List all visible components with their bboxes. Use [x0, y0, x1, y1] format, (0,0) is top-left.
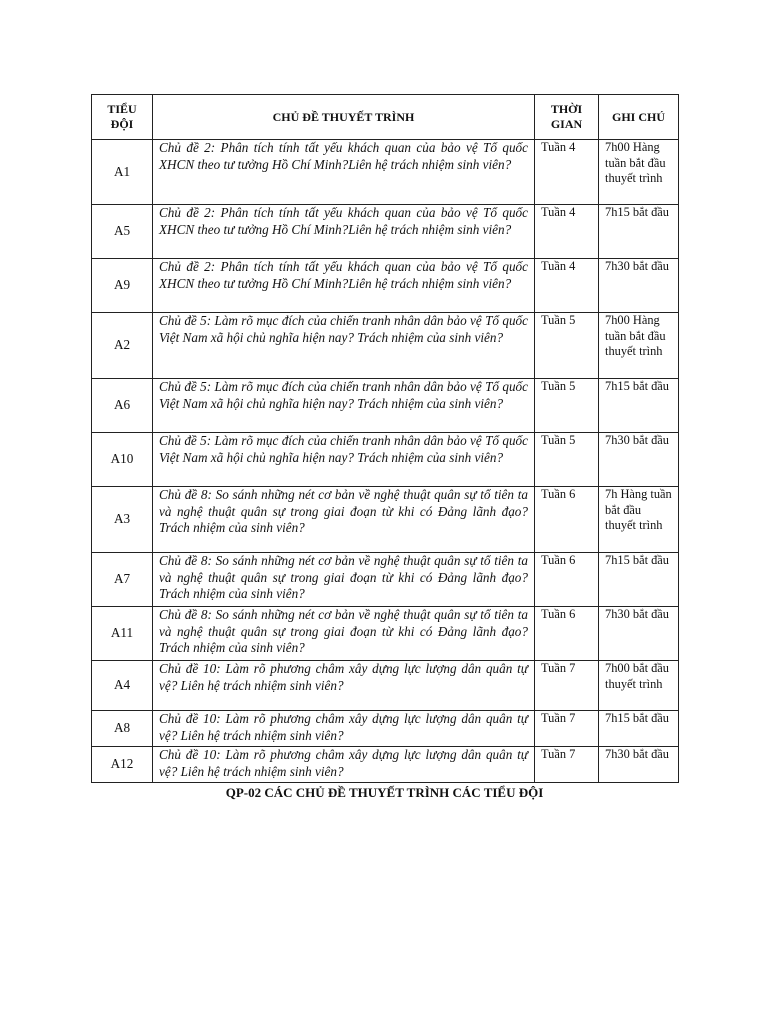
header-time: THỜI GIAN [535, 95, 599, 140]
time-cell: Tuần 4 [535, 140, 599, 205]
note-cell: 7h00 Hàng tuần bắt đầu thuyết trình [599, 140, 679, 205]
note-cell: 7h30 bắt đầu [599, 259, 679, 313]
note-cell: 7h00 Hàng tuần bắt đầu thuyết trình [599, 313, 679, 379]
topic-cell: Chủ đề 8: So sánh những nét cơ bản về nghệ thuật quân sự tổ tiên ta và nghệ thuật quân sự trong giai đoạn từ khi có Đảng lãnh đạo? Trách nhiệm của sinh viên? [153, 553, 535, 607]
time-cell: Tuần 6 [535, 553, 599, 607]
table-row [92, 433, 679, 487]
time-cell: Tuần 4 [535, 205, 599, 259]
topic-cell: Chủ đề 5: Làm rõ mục đích của chiến tranh nhân dân bảo vệ Tổ quốc Việt Nam xã hội chủ nghĩa hiện nay? Trách nhiệm của sinh viên? [153, 313, 535, 379]
table-header-row [92, 95, 679, 140]
unit-cell: A10 [92, 433, 153, 487]
unit-cell: A2 [92, 313, 153, 379]
time-cell: Tuần 6 [535, 487, 599, 553]
topic-cell: Chủ đề 8: So sánh những nét cơ bản về nghệ thuật quân sự tổ tiên ta và nghệ thuật quân sự trong giai đoạn từ khi có Đảng lãnh đạo? Trách nhiệm của sinh viên? [153, 487, 535, 553]
header-note: GHI CHÚ [599, 95, 679, 140]
topic-cell: Chủ đề 8: So sánh những nét cơ bản về nghệ thuật quân sự tổ tiên ta và nghệ thuật quân sự trong giai đoạn từ khi có Đảng lãnh đạo? Trách nhiệm của sinh viên? [153, 607, 535, 661]
table-row [92, 259, 679, 313]
table-row [92, 205, 679, 259]
time-cell: Tuần 6 [535, 607, 599, 661]
topic-cell: Chủ đề 10: Làm rõ phương châm xây dựng lực lượng dân quân tự vệ? Liên hệ trách nhiệm sinh viên? [153, 661, 535, 711]
unit-cell: A5 [92, 205, 153, 259]
table-row [92, 661, 679, 711]
table-body [92, 140, 679, 783]
time-cell: Tuần 7 [535, 711, 599, 747]
time-cell: Tuần 7 [535, 661, 599, 711]
topic-cell: Chủ đề 2: Phân tích tính tất yếu khách quan của bảo vệ Tổ quốc XHCN theo tư tưởng Hồ Chí Minh?Liên hệ trách nhiệm sinh viên? [153, 205, 535, 259]
table-row [92, 140, 679, 205]
table-row [92, 607, 679, 661]
topic-cell: Chủ đề 10: Làm rõ phương châm xây dựng lực lượng dân quân tự vệ? Liên hệ trách nhiệm sinh viên? [153, 711, 535, 747]
unit-cell: A8 [92, 711, 153, 747]
topic-cell: Chủ đề 2: Phân tích tính tất yếu khách quan của bảo vệ Tổ quốc XHCN theo tư tưởng Hồ Chí Minh?Liên hệ trách nhiệm sinh viên? [153, 259, 535, 313]
topic-cell: Chủ đề 10: Làm rõ phương châm xây dựng lực lượng dân quân tự vệ? Liên hệ trách nhiệm sinh viên? [153, 747, 535, 783]
table-row [92, 379, 679, 433]
time-cell: Tuần 5 [535, 379, 599, 433]
unit-cell: A4 [92, 661, 153, 711]
note-cell: 7h30 bắt đầu [599, 433, 679, 487]
note-cell: 7h15 bắt đầu [599, 379, 679, 433]
unit-cell: A7 [92, 553, 153, 607]
time-cell: Tuần 5 [535, 433, 599, 487]
note-cell: 7h15 bắt đầu [599, 553, 679, 607]
table-row [92, 487, 679, 553]
presentation-schedule-table [91, 94, 679, 783]
unit-cell: A9 [92, 259, 153, 313]
note-cell: 7h Hàng tuần bắt đầu thuyết trình [599, 487, 679, 553]
unit-cell: A11 [92, 607, 153, 661]
table-row [92, 313, 679, 379]
note-cell: 7h00 bắt đầu thuyết trình [599, 661, 679, 711]
table-row [92, 553, 679, 607]
unit-cell: A3 [92, 487, 153, 553]
table-row [92, 711, 679, 747]
table-caption: QP-02 CÁC CHỦ ĐỀ THUYẾT TRÌNH CÁC TIỂU ĐỘI [225, 785, 544, 800]
unit-cell: A6 [92, 379, 153, 433]
note-cell: 7h30 bắt đầu [599, 607, 679, 661]
note-cell: 7h30 bắt đầu [599, 747, 679, 783]
topic-cell: Chủ đề 5: Làm rõ mục đích của chiến tranh nhân dân bảo vệ Tổ quốc Việt Nam xã hội chủ nghĩa hiện nay? Trách nhiệm của sinh viên? [153, 433, 535, 487]
time-cell: Tuần 5 [535, 313, 599, 379]
note-cell: 7h15 bắt đầu [599, 205, 679, 259]
header-unit: TIỂU ĐỘI [92, 95, 153, 140]
unit-cell: A1 [92, 140, 153, 205]
note-cell: 7h15 bắt đầu [599, 711, 679, 747]
table-row [92, 747, 679, 783]
unit-cell: A12 [92, 747, 153, 783]
header-topic: CHỦ ĐỀ THUYẾT TRÌNH [153, 95, 535, 140]
time-cell: Tuần 7 [535, 747, 599, 783]
time-cell: Tuần 4 [535, 259, 599, 313]
topic-cell: Chủ đề 2: Phân tích tính tất yếu khách quan của bảo vệ Tổ quốc XHCN theo tư tưởng Hồ Chí Minh?Liên hệ trách nhiệm sinh viên? [153, 140, 535, 205]
topic-cell: Chủ đề 5: Làm rõ mục đích của chiến tranh nhân dân bảo vệ Tổ quốc Việt Nam xã hội chủ nghĩa hiện nay? Trách nhiệm của sinh viên? [153, 379, 535, 433]
